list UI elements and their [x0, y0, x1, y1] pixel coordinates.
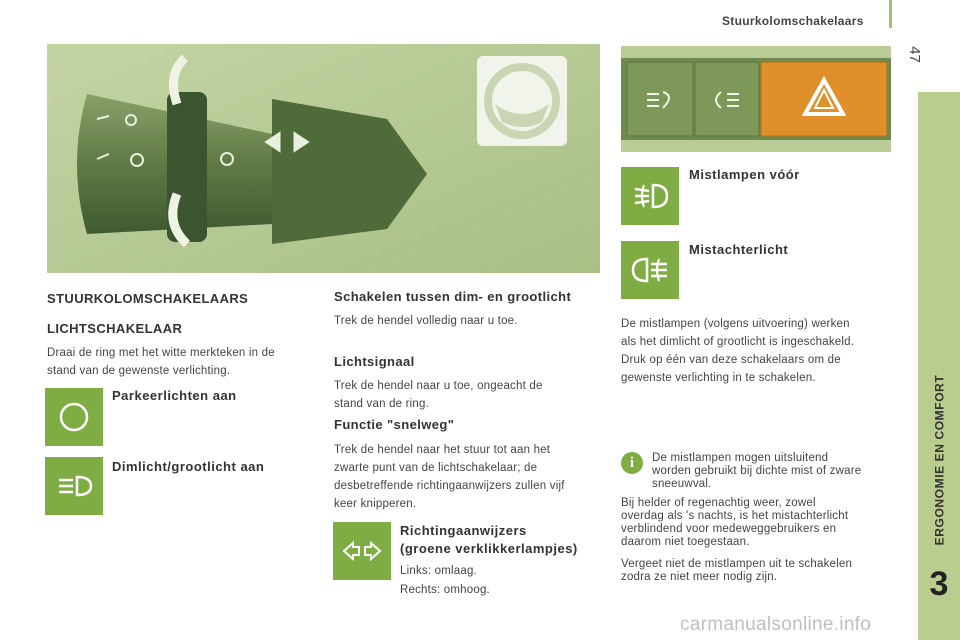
chapter-label: ERGONOMIE EN COMFORT	[932, 374, 947, 546]
motorway-function-text: Trek de hendel naar het stuur tot aan het zwarte punt van de lichtschakelaar; de desbetreffende richtingaanwijzers zullen vijf keer knipperen.	[334, 444, 565, 510]
motorway-function-title: Functie "snelweg"	[334, 417, 455, 432]
section-title: STUURKOLOMSCHAKELAARS	[47, 291, 249, 306]
beam-switch-text: Trek de hendel volledig naar u toe.	[334, 315, 518, 327]
direction-indicators-icon-box	[333, 522, 391, 580]
front-fog-label: Mistlampen vóór	[689, 167, 800, 182]
watermark: carmanualsonline.info	[680, 614, 872, 635]
headlamp-flash-text: Trek de hendel naar u toe, ongeacht de stand van de ring.	[334, 380, 543, 410]
front-fog-icon	[627, 173, 673, 219]
rear-fog-icon	[627, 247, 673, 293]
fog-switch-drawing	[621, 46, 891, 152]
fog-warning-note: De mistlampen mogen uitsluitend worden gebruikt bij dichte mist of zware sneeuwval.	[652, 452, 862, 490]
indicator-left-text: Links: omlaag.	[400, 565, 477, 577]
dipped-beam-icon-box	[45, 457, 103, 515]
dipped-beam-label: Dimlicht/grootlicht aan	[112, 459, 265, 474]
subsection-title: LICHTSCHAKELAAR	[47, 321, 183, 336]
indicator-right-text: Rechts: omhoog.	[400, 584, 490, 596]
fog-switch-text: Druk op één van deze schakelaars om de gewenste verlichting in te schakelen.	[621, 354, 841, 384]
direction-indicators-title: Richtingaanwijzers (groene verklikkerlampjes)	[400, 523, 578, 556]
front-fog-icon-box	[621, 167, 679, 225]
beam-switch-title: Schakelen tussen dim- en grootlicht	[334, 289, 572, 304]
rear-fog-label: Mistachterlicht	[689, 242, 789, 257]
rear-fog-icon-box	[621, 241, 679, 299]
chapter-number: 3	[929, 565, 949, 603]
info-icon: i	[621, 452, 643, 474]
dipped-beam-icon	[51, 463, 97, 509]
intro-text: Draai de ring met het witte merkteken in de stand van de gewenste verlichting.	[47, 347, 275, 377]
header-divider	[889, 0, 892, 28]
running-header: Stuurkolomschakelaars	[722, 14, 864, 28]
lighting-stalk-illustration	[47, 44, 600, 273]
stalk-drawing	[47, 44, 600, 273]
fog-reminder-text: Vergeet niet de mistlampen uit te schakelen zodra ze niet meer nodig zijn.	[621, 558, 853, 583]
fog-operation-text: De mistlampen (volgens uitvoering) werken als het dimlicht of grootlicht is ingeschakeld.	[621, 318, 855, 348]
parking-lights-label: Parkeerlichten aan	[112, 388, 237, 403]
headlamp-flash-title: Lichtsignaal	[334, 354, 415, 369]
direction-indicators-icon	[339, 528, 385, 574]
parking-lights-icon	[51, 394, 97, 440]
page-number: 47	[905, 46, 923, 63]
fog-switch-panel-illustration	[621, 46, 891, 152]
parking-lights-icon-box	[45, 388, 103, 446]
rear-fog-weather-text: Bij helder of regenachtig weer, zowel overdag als 's nachts, is het mistachterlicht verblindend voor medeweggebruikers en daarom niet toegestaan.	[621, 497, 849, 548]
